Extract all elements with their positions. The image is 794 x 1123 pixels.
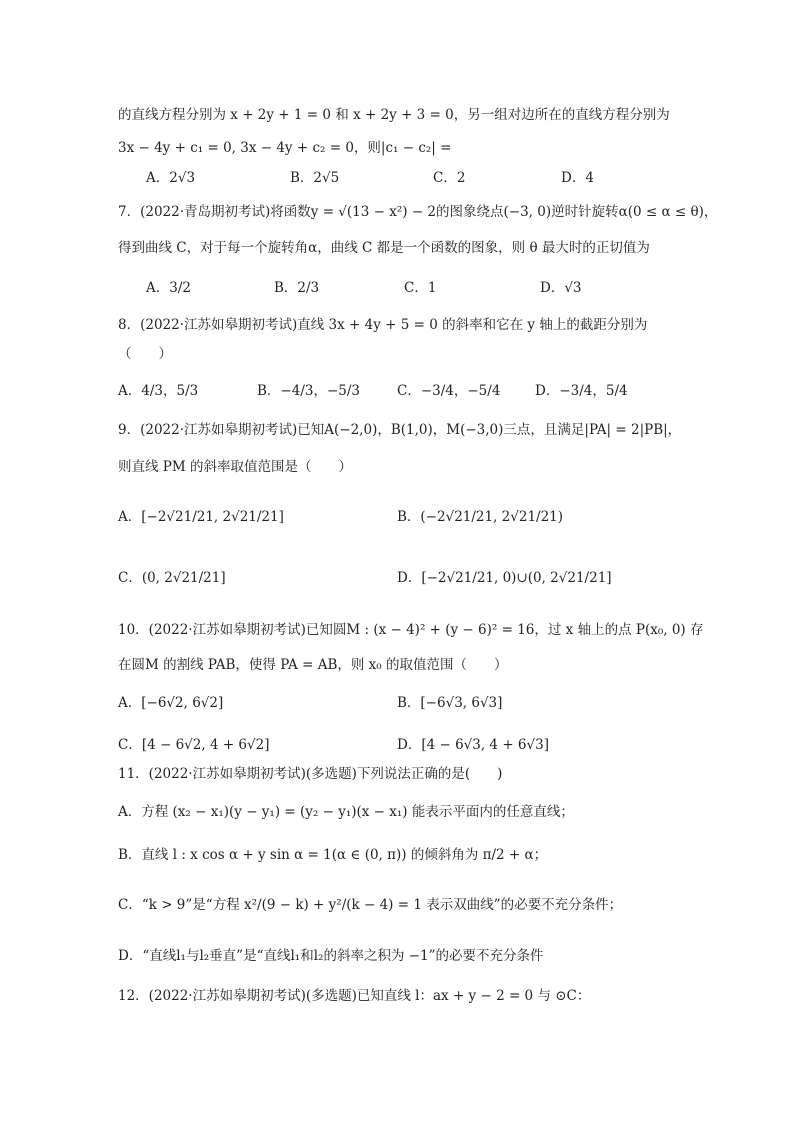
answer-option: B．(−2√21/21, 2√21/21) (397, 509, 564, 525)
text-line: 11．(2022·江苏如皋期初考试)(多选题)下列说法正确的是( ) (118, 766, 503, 782)
answer-option: A．2√3 (146, 170, 196, 186)
answer-option: B．−4/3，−5/3 (257, 383, 360, 399)
text-line: 的直线方程分别为 x + 2y + 1 = 0 和 x + 2y + 3 = 0，另一组对边所在的直线方程分别为 (118, 107, 670, 123)
text-line: B．直线 l : x cos α + y sin α = 1(α ∈ (0, π)) 的倾斜角为 π/2 + α； (118, 847, 548, 863)
text-line: A．方程 (x₂ − x₁)(y − y₁) = (y₂ − y₁)(x − x₁) 能表示平面内的任意直线； (118, 804, 574, 820)
text-line: （ ） (118, 346, 172, 362)
text-line: 12．(2022·江苏如皋期初考试)(多选题)已知直线 l：ax + y − 2 = 0 与 ⊙C： (118, 988, 591, 1004)
text-line: 8．(2022·江苏如皋期初考试)直线 3x + 4y + 5 = 0 的斜率和它在 y 轴上的截距分别为 (118, 317, 648, 333)
answer-option: C．(0, 2√21/21] (118, 570, 226, 586)
answer-option: D．−3/4，5/4 (535, 383, 628, 399)
text-line: D．“直线l₁与l₂垂直”是“直线l₁和l₂的斜率之积为 −1”的必要不充分条件 (118, 948, 544, 964)
answer-option: C．[4 − 6√2, 4 + 6√2] (118, 737, 270, 753)
answer-option: B．[−6√3, 6√3] (397, 695, 503, 711)
answer-option: D．[−2√21/21, 0)∪(0, 2√21/21] (397, 570, 612, 586)
text-line: 则直线 PM 的斜率取值范围是（ ） (118, 459, 352, 475)
answer-option: A．4/3，5/3 (118, 383, 199, 399)
answer-option: D．√3 (540, 280, 582, 296)
text-line: 10．(2022·江苏如皋期初考试)已知圆M : (x − 4)² + (y − 6)² = 16，过 x 轴上的点 P(x₀, 0) 存 (118, 622, 704, 638)
text-line: 得到曲线 C，对于每一个旋转角α，曲线 C 都是一个函数的图象，则 θ 最大时的正切值为 (118, 240, 650, 256)
answer-option: D．[4 − 6√3, 4 + 6√3] (397, 737, 549, 753)
answer-option: A．3/2 (146, 280, 191, 296)
answer-option: D．4 (561, 170, 594, 186)
answer-option: C．−3/4，−5/4 (397, 383, 501, 399)
answer-option: C．2 (433, 170, 466, 186)
text-line: C．“k > 9”是“方程 x²/(9 − k) + y²/(k − 4) = 1 表示双曲线”的必要不充分条件； (118, 897, 623, 913)
answer-option: A．[−6√2, 6√2] (118, 695, 224, 711)
answer-option: B．2√5 (290, 170, 340, 186)
text-line: 3x − 4y + c₁ = 0, 3x − 4y + c₂ = 0，则|c₁ − c₂| = (118, 140, 452, 156)
text-line: 在圆M 的割线 PAB，使得 PA = AB，则 x₀ 的取值范围（ ） (118, 657, 508, 673)
text-line: 9．(2022·江苏如皋期初考试)已知A(−2,0)，B(1,0)，M(−3,0)三点，且满足|PA| = 2|PB|， (118, 422, 682, 438)
text-line: 7．(2022·青岛期初考试)将函数y = √(13 − x²) − 2的图象绕点(−3, 0)逆时针旋转α(0 ≤ α ≤ θ)， (118, 204, 718, 220)
answer-option: B．2/3 (274, 280, 320, 296)
answer-option: A．[−2√21/21, 2√21/21] (118, 509, 284, 525)
answer-option: C．1 (404, 280, 437, 296)
